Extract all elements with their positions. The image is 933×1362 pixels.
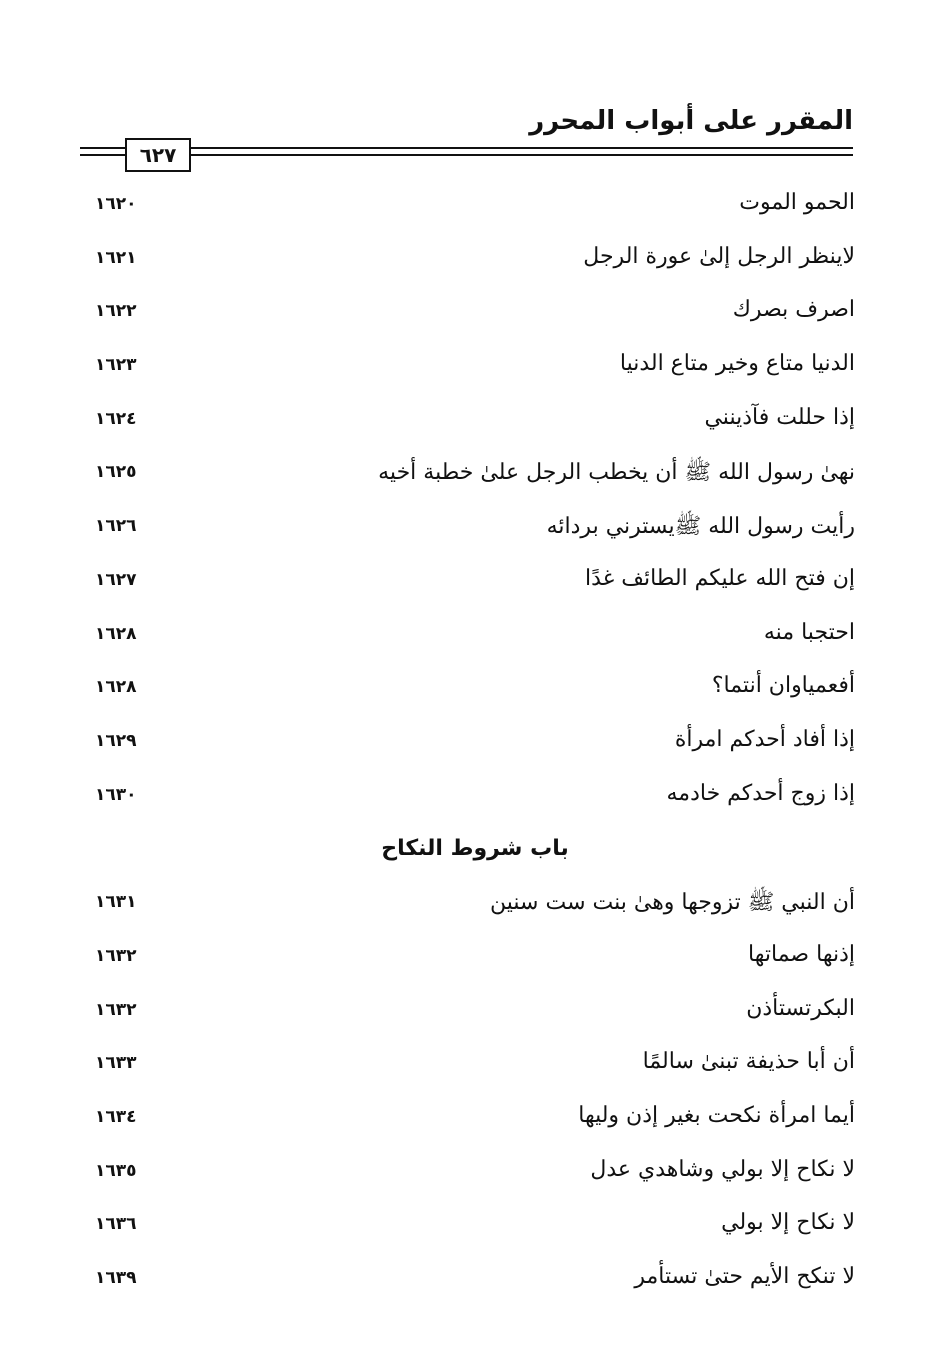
entry-number: ١٦٣٦ <box>95 1214 137 1235</box>
entry-text: نهىٰ رسول الله ﷺ أن يخطب الرجل علىٰ خطبة أخيه <box>378 460 855 486</box>
header-rule-left <box>80 147 125 149</box>
entry-number: ١٦٣٤ <box>95 1107 137 1127</box>
entry-text: إذا حللت فآذينني <box>704 404 855 430</box>
index-entry <box>95 610 855 664</box>
entry-number: ١٦٢٠ <box>95 194 137 214</box>
page-number: ٦٢٧ <box>125 138 191 172</box>
index-entry <box>95 932 855 986</box>
entry-text: إذا أفاد أحدكم امرأة <box>674 726 855 752</box>
entry-number: ١٦٣٠ <box>95 784 137 805</box>
entry-number: ١٦٢٣ <box>95 355 137 376</box>
entry-text: أن النبي ﷺ تزوجها وهىٰ بنت ست سنين <box>490 890 855 916</box>
entry-text: الدنيا متاع وخير متاع الدنيا <box>619 351 855 377</box>
entry-number: ١٦٢٨ <box>95 623 137 644</box>
running-title: المقرر على أبواب المحرر <box>529 106 853 136</box>
index-entry <box>95 1093 855 1147</box>
entry-text: لا تنكح الأيم حتىٰ تستأمر <box>634 1264 855 1290</box>
entry-text: لا نكاح إلا بولي وشاهدي عدل <box>590 1156 855 1182</box>
entry-number: ١٦٢١ <box>95 247 137 268</box>
index-entry <box>95 717 855 771</box>
index-entry <box>95 502 855 556</box>
entry-text: إذا زوج أحدكم خادمه <box>666 780 855 806</box>
entry-number: ١٦٢٥ <box>95 462 137 483</box>
entry-text: أفعمياوان أنتما؟ <box>711 673 855 699</box>
entry-text: البكرتستأذن <box>746 995 855 1021</box>
entry-text: أيما امرأة نكحت بغير إذن وليها <box>578 1103 855 1128</box>
entry-text: اصرف بصرك <box>732 297 855 323</box>
entry-text: لا نكاح إلا بولي <box>721 1210 855 1236</box>
entry-number: ١٦٢٧ <box>95 569 137 590</box>
entry-number: ١٦٢٦ <box>95 516 137 537</box>
index-entry <box>95 986 855 1040</box>
entry-number: ١٦٣٢ <box>95 999 137 1020</box>
entry-text: إذنها صماتها <box>748 941 855 967</box>
entry-number: ١٦٢٢ <box>95 301 137 322</box>
index-entry <box>95 771 855 825</box>
entry-text: الحمو الموت <box>739 190 855 215</box>
header-rule-top <box>190 147 853 149</box>
entry-number: ١٦٢٤ <box>95 408 137 429</box>
header-rule-bottom <box>80 154 853 156</box>
index-entry <box>95 448 855 502</box>
index-entry <box>95 1147 855 1201</box>
index-entry <box>95 341 855 395</box>
index-entry <box>95 1200 855 1254</box>
index-entry <box>95 663 855 717</box>
index-entry <box>95 234 855 288</box>
entry-number: ١٦٣٢ <box>95 945 137 966</box>
entry-number: ١٦٣٥ <box>95 1160 137 1181</box>
entry-text: أن أبا حذيفة تبنىٰ سالمًا <box>642 1049 855 1075</box>
index-entry <box>95 878 855 932</box>
entry-text: إن فتح الله عليكم الطائف غدًا <box>585 565 855 591</box>
entry-number: ١٦٣١ <box>95 892 137 913</box>
entry-text: احتجبا منه <box>763 619 855 645</box>
entry-number: ١٦٢٩ <box>95 730 137 751</box>
entry-number: ١٦٣٣ <box>95 1053 137 1074</box>
index-entry <box>95 287 855 341</box>
section-heading-text: باب شروط النكاح <box>381 836 569 862</box>
entry-number: ١٦٢٨ <box>95 677 137 698</box>
index-entry <box>95 556 855 610</box>
section-heading <box>95 824 855 878</box>
entry-number: ١٦٣٩ <box>95 1268 137 1289</box>
index-entry <box>95 395 855 449</box>
index-entries <box>95 180 855 1308</box>
index-entry <box>95 1254 855 1308</box>
entry-text: رأيت رسول الله ﷺيسترني بردائه <box>546 514 855 540</box>
entry-text: لاينظر الرجل إلىٰ عورة الرجل <box>583 243 855 269</box>
index-entry <box>95 1039 855 1093</box>
index-entry <box>95 180 855 234</box>
